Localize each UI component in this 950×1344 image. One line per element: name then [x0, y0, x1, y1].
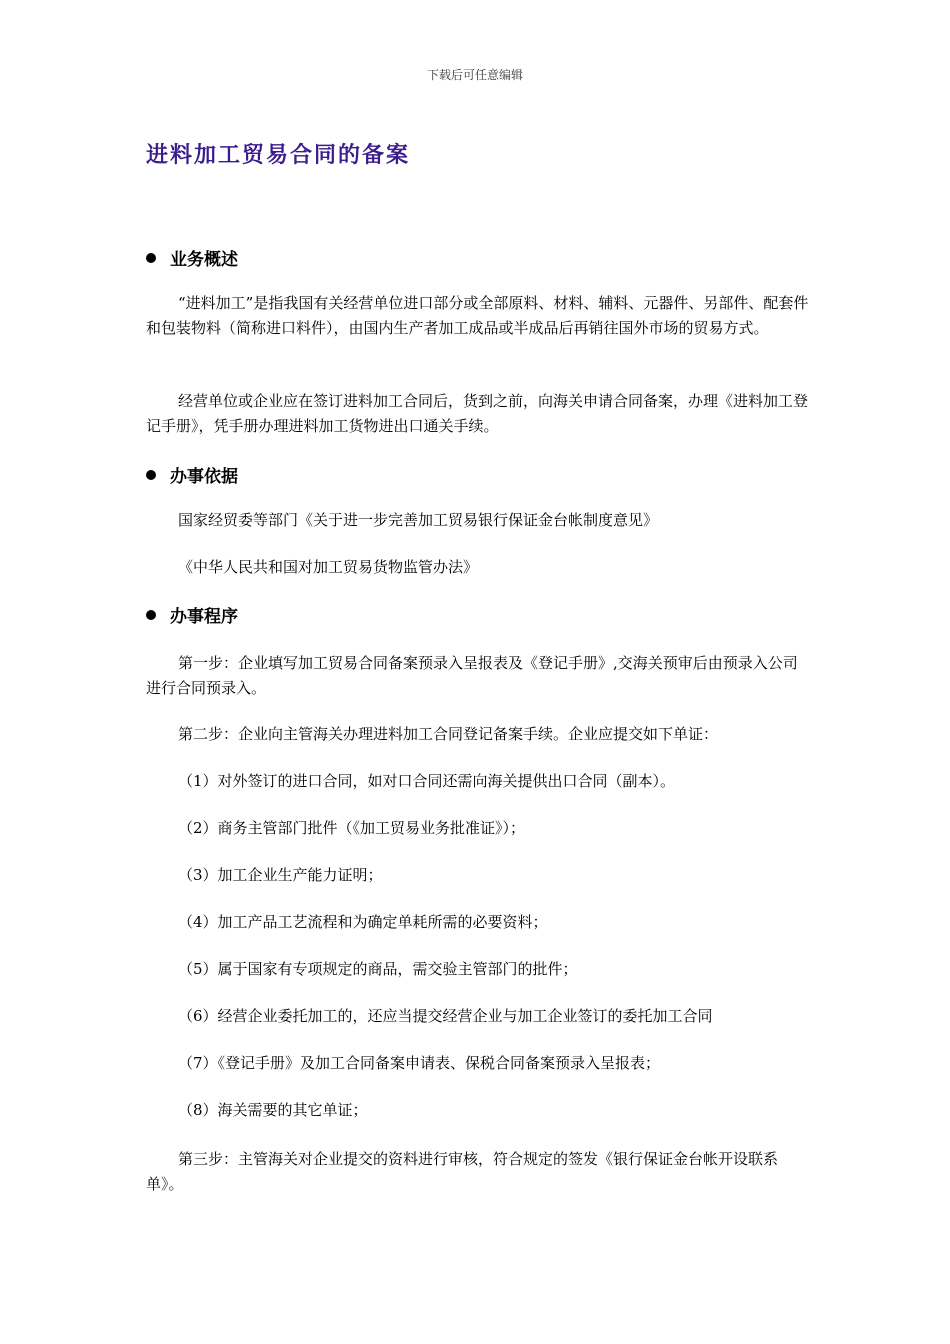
- paragraph: “进料加工”是指我国有关经营单位进口部分或全部原料、材料、辅料、元器件、另部件、配套件和包装物料（简称进口料件），由国内生产者加工成品或半成品后再销往国外市场的贸易方式。: [146, 294, 809, 337]
- list-item: （4）加工产品工艺流程和为确定单耗所需的必要资料；: [178, 913, 548, 931]
- paragraph-step: 第一步：企业填写加工贸易合同备案预录入呈报表及《登记手册》,交海关预审后由预录入公司进行合同预录入。: [146, 654, 798, 697]
- paragraph-step: 第二步：企业向主管海关办理进料加工合同登记备案手续。企业应提交如下单证：: [178, 725, 719, 743]
- document-title: 进料加工贸易合同的备案: [146, 143, 411, 168]
- list-item: （7）《登记手册》及加工合同备案申请表、保税合同备案预录入呈报表；: [178, 1054, 661, 1072]
- section-heading-procedure: [146, 602, 238, 627]
- list-item: （8）海关需要的其它单证；: [178, 1101, 368, 1119]
- bullet-icon: [146, 610, 156, 620]
- list-item: （1）对外签订的进口合同，如对口合同还需向海关提供出口合同（副本）。: [178, 772, 676, 790]
- bullet-icon: [146, 253, 156, 263]
- section-heading-label: 业务概述: [170, 250, 238, 270]
- paragraph-step: 第三步：主管海关对企业提交的资料进行审核，符合规定的签发《银行保证金台帐开设联系单》。: [146, 1150, 779, 1193]
- list-item: （3）加工企业生产能力证明；: [178, 866, 383, 884]
- paragraph: 《中华人民共和国对加工贸易货物监管办法》: [178, 558, 479, 576]
- section-heading-basis: [146, 462, 238, 487]
- section-heading-overview: [146, 245, 238, 270]
- section-heading-label: 办事程序: [170, 607, 238, 627]
- paragraph: 经营单位或企业应在签订进料加工合同后，货到之前，向海关申请合同备案，办理《进料加工登记手册》，凭手册办理进料加工货物进出口通关手续。: [146, 392, 809, 435]
- section-heading-label: 办事依据: [170, 467, 238, 487]
- page-header-note: 下载后可任意编辑: [426, 68, 523, 82]
- list-item: （6）经营企业委托加工的，还应当提交经营企业与加工企业签订的委托加工合同: [178, 1007, 713, 1025]
- bullet-icon: [146, 470, 156, 480]
- list-item: （5）属于国家有专项规定的商品，需交验主管部门的批件；: [178, 960, 578, 978]
- paragraph: 国家经贸委等部门《关于进一步完善加工贸易银行保证金台帐制度意见》: [178, 511, 659, 529]
- list-item: （2）商务主管部门批件（《加工贸易业务批准证》）；: [178, 819, 526, 837]
